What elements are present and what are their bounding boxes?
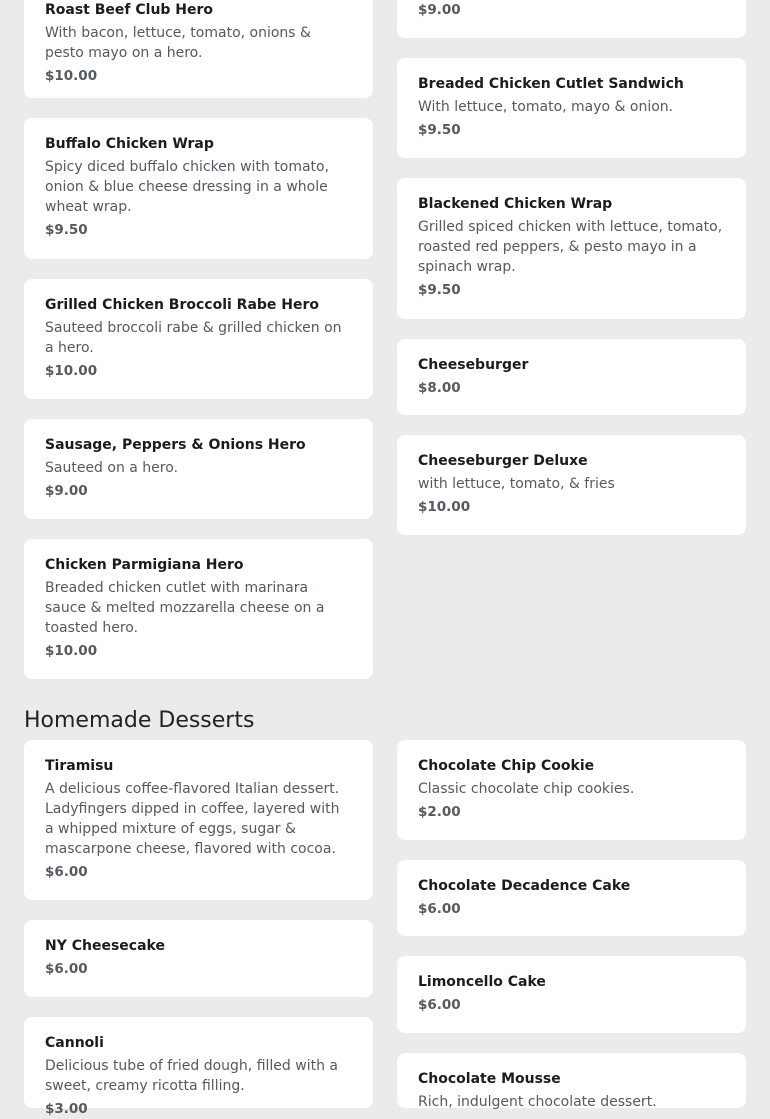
item-description: Sauteed broccoli rabe & grilled chicken on a hero.	[45, 320, 342, 356]
item-price: $9.50	[418, 122, 461, 138]
item-price: $6.00	[418, 901, 461, 917]
item-description: Breaded chicken cutlet with marinara sauce & melted mozzarella cheese on a toasted hero.	[45, 580, 325, 636]
item-price: $9.00	[418, 2, 461, 18]
menu-item-card[interactable]	[397, 178, 746, 319]
item-description: A delicious coffee-flavored Italian dessert. Ladyfingers dipped in coffee, layered with a whipped mixture of eggs, sugar & mascarpone cheese, flavored with cocoa.	[45, 781, 340, 857]
item-price: $6.00	[45, 961, 88, 977]
item-price: $10.00	[45, 643, 98, 659]
menu-item-card[interactable]	[24, 740, 373, 900]
menu-item-card[interactable]	[397, 740, 746, 840]
item-price: $6.00	[45, 864, 88, 880]
menu-item-card[interactable]	[397, 860, 746, 936]
item-name: Grilled Chicken Broccoli Rabe Hero	[45, 297, 320, 313]
item-name: Breaded Chicken Cutlet Sandwich	[418, 76, 684, 92]
item-name: Roast Beef Club Hero	[45, 2, 214, 18]
item-name: Chocolate Decadence Cake	[418, 878, 631, 894]
item-price: $10.00	[45, 363, 98, 379]
item-name: Tiramisu	[45, 758, 114, 774]
item-name: Sausage, Peppers & Onions Hero	[45, 437, 306, 453]
menu-item-card[interactable]	[397, 956, 746, 1033]
item-price: $6.00	[418, 997, 461, 1013]
item-price: $3.00	[45, 1101, 88, 1117]
menu-item-card[interactable]	[24, 539, 373, 679]
item-name: Cheeseburger Deluxe	[418, 453, 588, 469]
menu-item-card[interactable]	[24, 118, 373, 259]
item-description: With bacon, lettuce, tomato, onions & pesto mayo on a hero.	[45, 25, 311, 61]
item-name: Limoncello Cake	[418, 974, 546, 990]
menu-item-card[interactable]	[24, 920, 373, 997]
menu-item-card[interactable]	[397, 58, 746, 158]
item-price: $10.00	[45, 68, 98, 84]
item-name: Chocolate Mousse	[418, 1071, 561, 1087]
item-price: $2.00	[418, 804, 461, 820]
menu-item-card[interactable]	[24, 279, 373, 399]
item-description: Spicy diced buffalo chicken with tomato, onion & blue cheese dressing in a whole wheat wrap.	[45, 159, 330, 215]
item-price: $9.00	[45, 483, 88, 499]
item-description: Grilled spiced chicken with lettuce, tomato, roasted red peppers, & pesto mayo in a spinach wrap.	[418, 219, 723, 275]
item-description: Rich, indulgent chocolate dessert.	[418, 1094, 657, 1110]
item-description: Classic chocolate chip cookies.	[418, 781, 635, 797]
item-name: Blackened Chicken Wrap	[418, 196, 613, 212]
menu-item-card[interactable]	[397, 1053, 746, 1108]
menu-item-card[interactable]	[397, 339, 746, 415]
menu-item-card[interactable]	[24, 1017, 373, 1117]
section-title-desserts: Homemade Desserts	[24, 708, 255, 733]
item-description: with lettuce, tomato, & fries	[418, 476, 615, 492]
item-description: Sauteed on a hero.	[45, 460, 179, 476]
item-name: NY Cheesecake	[45, 938, 165, 954]
item-name: Cannoli	[45, 1035, 104, 1051]
item-price: $9.50	[45, 222, 88, 238]
item-price: $8.00	[418, 380, 461, 396]
menu-item-card[interactable]	[24, 419, 373, 519]
item-name: Buffalo Chicken Wrap	[45, 136, 214, 152]
menu-item-card[interactable]	[24, 0, 373, 98]
item-name: Cheeseburger	[418, 357, 529, 373]
item-name: Chicken Parmigiana Hero	[45, 557, 244, 573]
menu-item-card[interactable]	[397, 0, 746, 38]
item-description: Delicious tube of fried dough, filled with a sweet, creamy ricotta filling.	[45, 1058, 338, 1094]
item-price: $9.50	[418, 282, 461, 298]
item-price: $10.00	[418, 499, 471, 515]
item-name: Chocolate Chip Cookie	[418, 758, 595, 774]
item-description: With lettuce, tomato, mayo & onion.	[418, 99, 674, 115]
menu-item-card[interactable]	[397, 435, 746, 535]
